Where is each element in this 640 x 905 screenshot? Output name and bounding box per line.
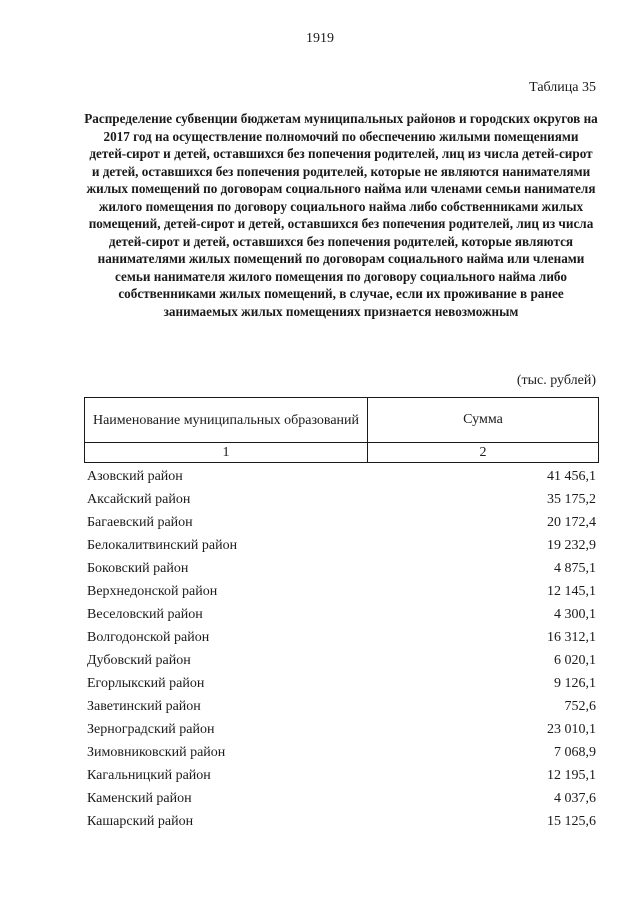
subsidy-amount: 19 232,9 bbox=[547, 537, 596, 553]
document-title: Распределение субвенции бюджетам муниципальных районов и городских округов на 2017 год на осуществление полномочий по обеспечению жилыми помещениями детей-сирот и детей, оставшихся без попечения родителей, лиц из числа детей-сирот и детей, оставшихся без попечения родителей, которые не являются нанимателями жилых помещений по договорам социального найма или членами семьи нанимателя жилого помещения по договору социального найма либо собственниками жилых помещений, детей-сирот и детей, оставшихся без попечения родителей, лиц из числа детей-сирот и детей, оставшихся без попечения родителей, которые являются нанимателями жилых помещений по договорам социального найма или членами семьи нанимателя жилого помещения по договору социального найма либо собственниками жилых помещений, в случае, если их проживание в ранее занимаемых жилых помещениях признается невозможным bbox=[84, 111, 598, 319]
subsidy-amount: 7 068,9 bbox=[554, 744, 596, 760]
table-row bbox=[84, 810, 599, 833]
municipality-name: Егорлыкский район bbox=[87, 675, 205, 691]
table-row bbox=[84, 764, 599, 787]
municipality-name: Каменский район bbox=[87, 790, 192, 806]
column-number-2: 2 bbox=[368, 443, 599, 463]
table-row bbox=[84, 672, 599, 695]
subsidy-amount: 23 010,1 bbox=[547, 721, 596, 737]
municipality-name: Азовский район bbox=[87, 468, 183, 484]
column-number-1: 1 bbox=[85, 443, 368, 463]
table-row bbox=[84, 741, 599, 764]
subsidy-amount: 4 037,6 bbox=[554, 790, 596, 806]
municipality-name: Зимовниковский район bbox=[87, 744, 226, 760]
table-row bbox=[84, 534, 599, 557]
subsidy-amount: 41 456,1 bbox=[547, 468, 596, 484]
subsidy-amount: 35 175,2 bbox=[547, 491, 596, 507]
subsidy-amount: 12 145,1 bbox=[547, 583, 596, 599]
municipality-name: Дубовский район bbox=[87, 652, 191, 668]
subsidy-amount: 12 195,1 bbox=[547, 767, 596, 783]
header-name-column: Наименование муниципальных образований bbox=[85, 398, 368, 443]
municipality-name: Аксайский район bbox=[87, 491, 191, 507]
header-sum-column: Сумма bbox=[368, 398, 599, 443]
municipality-name: Кашарский район bbox=[87, 813, 194, 829]
table-row bbox=[84, 511, 599, 534]
table-row bbox=[84, 787, 599, 810]
table-header bbox=[84, 397, 599, 463]
table-row bbox=[84, 488, 599, 511]
subsidy-amount: 752,6 bbox=[564, 698, 596, 714]
subsidy-amount: 20 172,4 bbox=[547, 514, 596, 530]
subsidy-amount: 15 125,6 bbox=[547, 813, 596, 829]
page-number: 1919 bbox=[306, 31, 334, 46]
units-label: (тыс. рублей) bbox=[516, 373, 596, 388]
table-label: Таблица 35 bbox=[529, 80, 596, 95]
subsidy-amount: 9 126,1 bbox=[554, 675, 596, 691]
table-row bbox=[84, 626, 599, 649]
municipality-name: Белокалитвинский район bbox=[87, 537, 238, 553]
table-row bbox=[84, 718, 599, 741]
table-row bbox=[84, 465, 599, 488]
table-row bbox=[84, 603, 599, 626]
municipality-name: Веселовский район bbox=[87, 606, 203, 622]
subsidy-amount: 4 300,1 bbox=[554, 606, 596, 622]
subsidy-amount: 6 020,1 bbox=[554, 652, 596, 668]
subsidy-amount: 4 875,1 bbox=[554, 560, 596, 576]
municipality-name: Заветинский район bbox=[87, 698, 201, 714]
municipality-name: Багаевский район bbox=[87, 514, 193, 530]
municipality-name: Верхнедонской район bbox=[87, 583, 218, 599]
municipality-name: Кагальницкий район bbox=[87, 767, 211, 783]
table-body bbox=[84, 465, 599, 833]
subsidy-amount: 16 312,1 bbox=[547, 629, 596, 645]
municipality-name: Волгодонской район bbox=[87, 629, 210, 645]
table-row bbox=[84, 557, 599, 580]
table-row bbox=[84, 580, 599, 603]
table-row bbox=[84, 649, 599, 672]
table-row bbox=[84, 695, 599, 718]
municipality-name: Зерноградский район bbox=[87, 721, 215, 737]
municipality-name: Боковский район bbox=[87, 560, 189, 576]
